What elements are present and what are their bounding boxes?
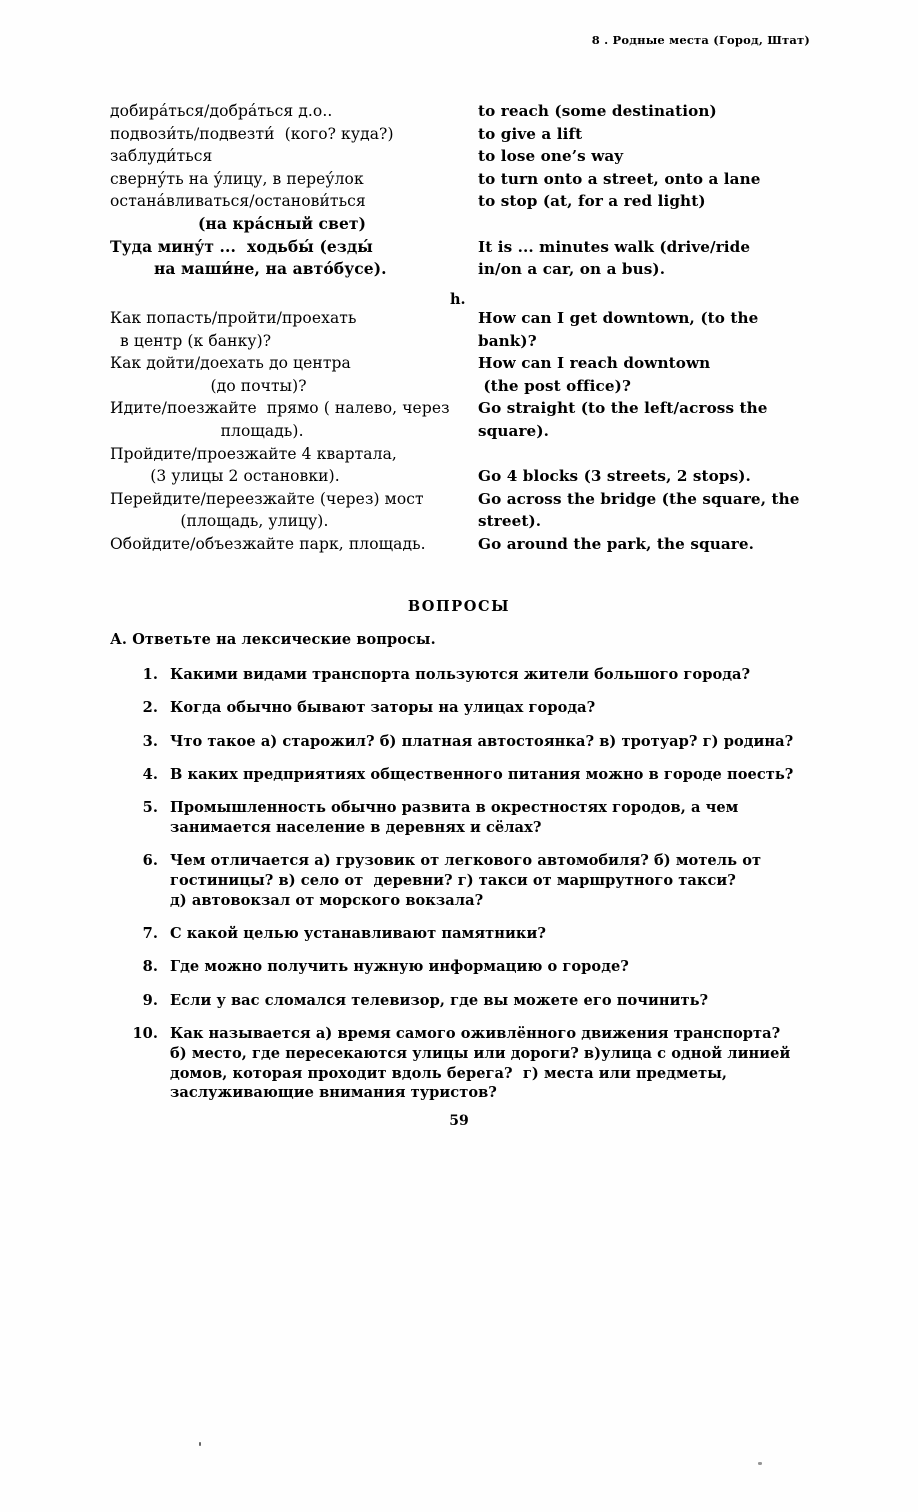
- question-text: [170, 957, 828, 977]
- vocabulary-line: сверну́ть на у́лицу, в переу́лок: [110, 169, 364, 188]
- question-item: [128, 991, 828, 1011]
- question-text-line: С какой целью устанавливают памятники?: [170, 925, 546, 943]
- question-text-line: Что такое а) старожил? б) платная автостоянка? в) тротуар? г) родина?: [170, 732, 794, 750]
- vocabulary-line: Перейдите/переезжайте (через) мост: [110, 489, 424, 508]
- question-number: 8.: [142, 958, 158, 976]
- vocabulary-block-2-russian-column: [110, 307, 470, 556]
- vocabulary-block-2-english-column: [478, 307, 838, 556]
- question-number: 9.: [142, 991, 158, 1009]
- question-text-line: гостиницы? в) село от деревни? г) такси от маршрутного такси?: [170, 872, 736, 890]
- question-text-line: Когда обычно бывают заторы на улицах города?: [170, 699, 596, 717]
- translation-line: bank)?: [478, 331, 537, 350]
- questions-section-intro: А. Ответьте на лексические вопросы.: [110, 631, 436, 648]
- questions-list: [128, 665, 828, 1117]
- scan-speck: [199, 1442, 201, 1446]
- question-number: 7.: [142, 925, 158, 943]
- vocabulary-line: Обойдите/объезжайте парк, площадь.: [110, 534, 426, 553]
- question-number: 1.: [142, 666, 158, 683]
- translation-line: to lose one’s way: [478, 147, 624, 166]
- question-item: [128, 665, 828, 685]
- translation-line: to stop (at, for a red light): [478, 192, 706, 211]
- vocabulary-line: на маши́не, на авто́бусе).: [110, 259, 387, 279]
- question-text: [170, 851, 828, 910]
- vocabulary-line: (на кра́сный свет): [110, 213, 367, 233]
- question-number: 5.: [142, 799, 158, 817]
- question-text-line: Как называется а) время самого оживлённого движения транспорта?: [170, 1025, 781, 1043]
- questions-section-title: ВОПРОСЫ: [407, 598, 511, 615]
- vocabulary-line: в центр (к банку)?: [110, 331, 272, 350]
- question-item: [128, 798, 828, 838]
- translation-line: (the post office)?: [478, 376, 631, 395]
- question-number: 6.: [142, 852, 158, 870]
- question-text-line: Промышленность обычно развита в окрестностях городов, а чем: [170, 799, 739, 817]
- question-number: 2.: [142, 699, 158, 717]
- question-text: [170, 698, 828, 718]
- page-number: 59: [449, 1113, 469, 1129]
- question-text: [170, 732, 828, 752]
- vocabulary-line: (площадь, улицу).: [110, 512, 329, 531]
- translation-line: Go 4 blocks (3 streets, 2 stops).: [478, 467, 751, 486]
- question-text: [170, 991, 828, 1011]
- vocabulary-line: Как дойти/доехать до центра: [110, 354, 351, 373]
- scan-speck: [758, 1462, 762, 1465]
- question-item: [128, 851, 828, 910]
- vocabulary-line: Идите/поезжайте прямо ( налево, через: [110, 399, 450, 418]
- translation-line: Go straight (to the left/across the: [478, 399, 768, 418]
- question-item: [128, 924, 828, 944]
- question-text-line: Какими видами транспорта пользуются жители большого города?: [170, 666, 751, 683]
- vocabulary-line: Как попасть/пройти/проехать: [110, 309, 357, 327]
- vocabulary-block-2-marker: h.: [450, 291, 466, 308]
- translation-line: square).: [478, 421, 549, 440]
- question-number: 4.: [142, 765, 158, 783]
- running-head: 8 . Родные места (Город, Штат): [591, 33, 810, 47]
- translation-line: How can I get downtown, (to the: [478, 309, 759, 327]
- question-text: [170, 1024, 828, 1103]
- vocabulary-block-1-russian-column: [110, 100, 470, 281]
- vocabulary-block-1-english-column: [478, 100, 838, 281]
- question-text-line: занимается население в деревнях и сёлах?: [170, 818, 542, 836]
- question-text-line: б) место, где пересекаются улицы или дороги? в)улица с одной линией: [170, 1044, 791, 1062]
- question-item: [128, 1024, 828, 1103]
- question-text-line: В каких предприятиях общественного питания можно в городе поесть?: [170, 765, 794, 783]
- question-number: 10.: [132, 1025, 158, 1043]
- vocabulary-line: Туда мину́т ... ходьбы́ (езды́: [110, 236, 373, 256]
- vocabulary-line: подвози́ть/подвезти́ (кого? куда?): [110, 124, 394, 143]
- translation-line: It is ... minutes walk (drive/ride: [478, 237, 751, 256]
- question-number: 3.: [142, 732, 158, 750]
- question-item: [128, 732, 828, 752]
- translation-line: to give a lift: [478, 124, 583, 143]
- question-text-line: домов, которая проходит вдоль берега? г) места или предметы,: [170, 1064, 728, 1082]
- question-item: [128, 698, 828, 718]
- vocabulary-line: (3 улицы 2 остановки).: [110, 467, 340, 486]
- vocabulary-line: остана́вливаться/останови́ться: [110, 192, 366, 211]
- question-text: [170, 665, 828, 685]
- question-item: [128, 957, 828, 977]
- question-text-line: Где можно получить нужную информацию о городе?: [170, 958, 629, 976]
- translation-line: to turn onto a street, onto a lane: [478, 169, 761, 188]
- question-text: [170, 765, 828, 785]
- vocabulary-line: Пройдите/проезжайте 4 квартала,: [110, 444, 397, 463]
- translation-line: How can I reach downtown: [478, 354, 711, 373]
- vocabulary-line: площадь).: [110, 421, 304, 440]
- question-text-line: Если у вас сломался телевизор, где вы можете его починить?: [170, 991, 709, 1009]
- question-item: [128, 765, 828, 785]
- translation-line: to reach (some destination): [478, 102, 717, 120]
- question-text-line: д) автовокзал от морского вокзала?: [170, 891, 484, 909]
- vocabulary-line: заблуди́ться: [110, 147, 213, 166]
- question-text-line: заслуживающие внимания туристов?: [170, 1084, 497, 1102]
- question-text: [170, 798, 828, 838]
- vocabulary-line: (до почты)?: [110, 376, 307, 395]
- question-text-line: Чем отличается а) грузовик от легкового автомобиля? б) мотель от: [170, 852, 762, 870]
- translation-line: in/on a car, on a bus).: [478, 260, 666, 279]
- vocabulary-line: добира́ться/добра́ться д.о..: [110, 102, 333, 120]
- question-text: [170, 924, 828, 944]
- translation-line: street).: [478, 512, 542, 531]
- translation-line: Go across the bridge (the square, the: [478, 489, 800, 508]
- translation-line: Go around the park, the square.: [478, 534, 755, 553]
